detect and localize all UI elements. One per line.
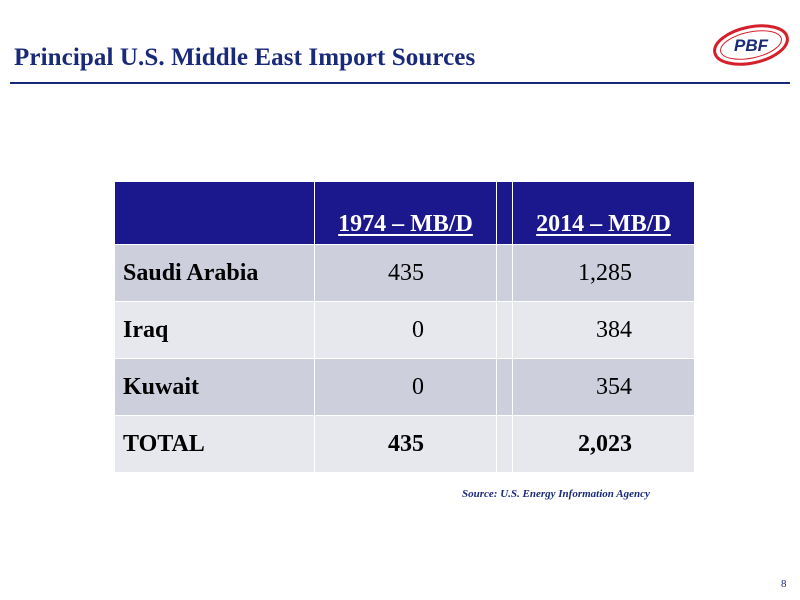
spacer-cell <box>497 359 513 416</box>
header-cell-empty <box>115 182 315 245</box>
spacer-cell <box>497 245 513 302</box>
row-label: Iraq <box>115 302 315 359</box>
row-label: TOTAL <box>115 416 315 473</box>
table-header-row <box>115 182 695 245</box>
table-row <box>115 245 695 302</box>
row-label: Kuwait <box>115 359 315 416</box>
spacer-cell <box>497 416 513 473</box>
value-2014: 2,023 <box>513 416 695 473</box>
logo-text: PBF <box>734 36 768 55</box>
slide-title: Principal U.S. Middle East Import Sources <box>14 44 476 71</box>
value-2014: 384 <box>513 302 695 359</box>
table-row <box>115 359 695 416</box>
table-row <box>115 302 695 359</box>
value-1974: 435 <box>315 245 497 302</box>
header-2014: 2014 – MB/D <box>513 182 695 245</box>
header-1974: 1974 – MB/D <box>315 182 497 245</box>
header-spacer <box>497 182 513 245</box>
value-1974: 0 <box>315 302 497 359</box>
title-divider <box>10 82 790 84</box>
table-row-total <box>115 416 695 473</box>
page-number: 8 <box>781 578 787 590</box>
pbf-logo <box>710 20 792 70</box>
value-2014: 354 <box>513 359 695 416</box>
value-1974: 435 <box>315 416 497 473</box>
source-note: Source: U.S. Energy Information Agency <box>462 488 650 500</box>
value-1974: 0 <box>315 359 497 416</box>
row-label: Saudi Arabia <box>115 245 315 302</box>
spacer-cell <box>497 302 513 359</box>
value-2014: 1,285 <box>513 245 695 302</box>
import-sources-table <box>114 181 695 473</box>
